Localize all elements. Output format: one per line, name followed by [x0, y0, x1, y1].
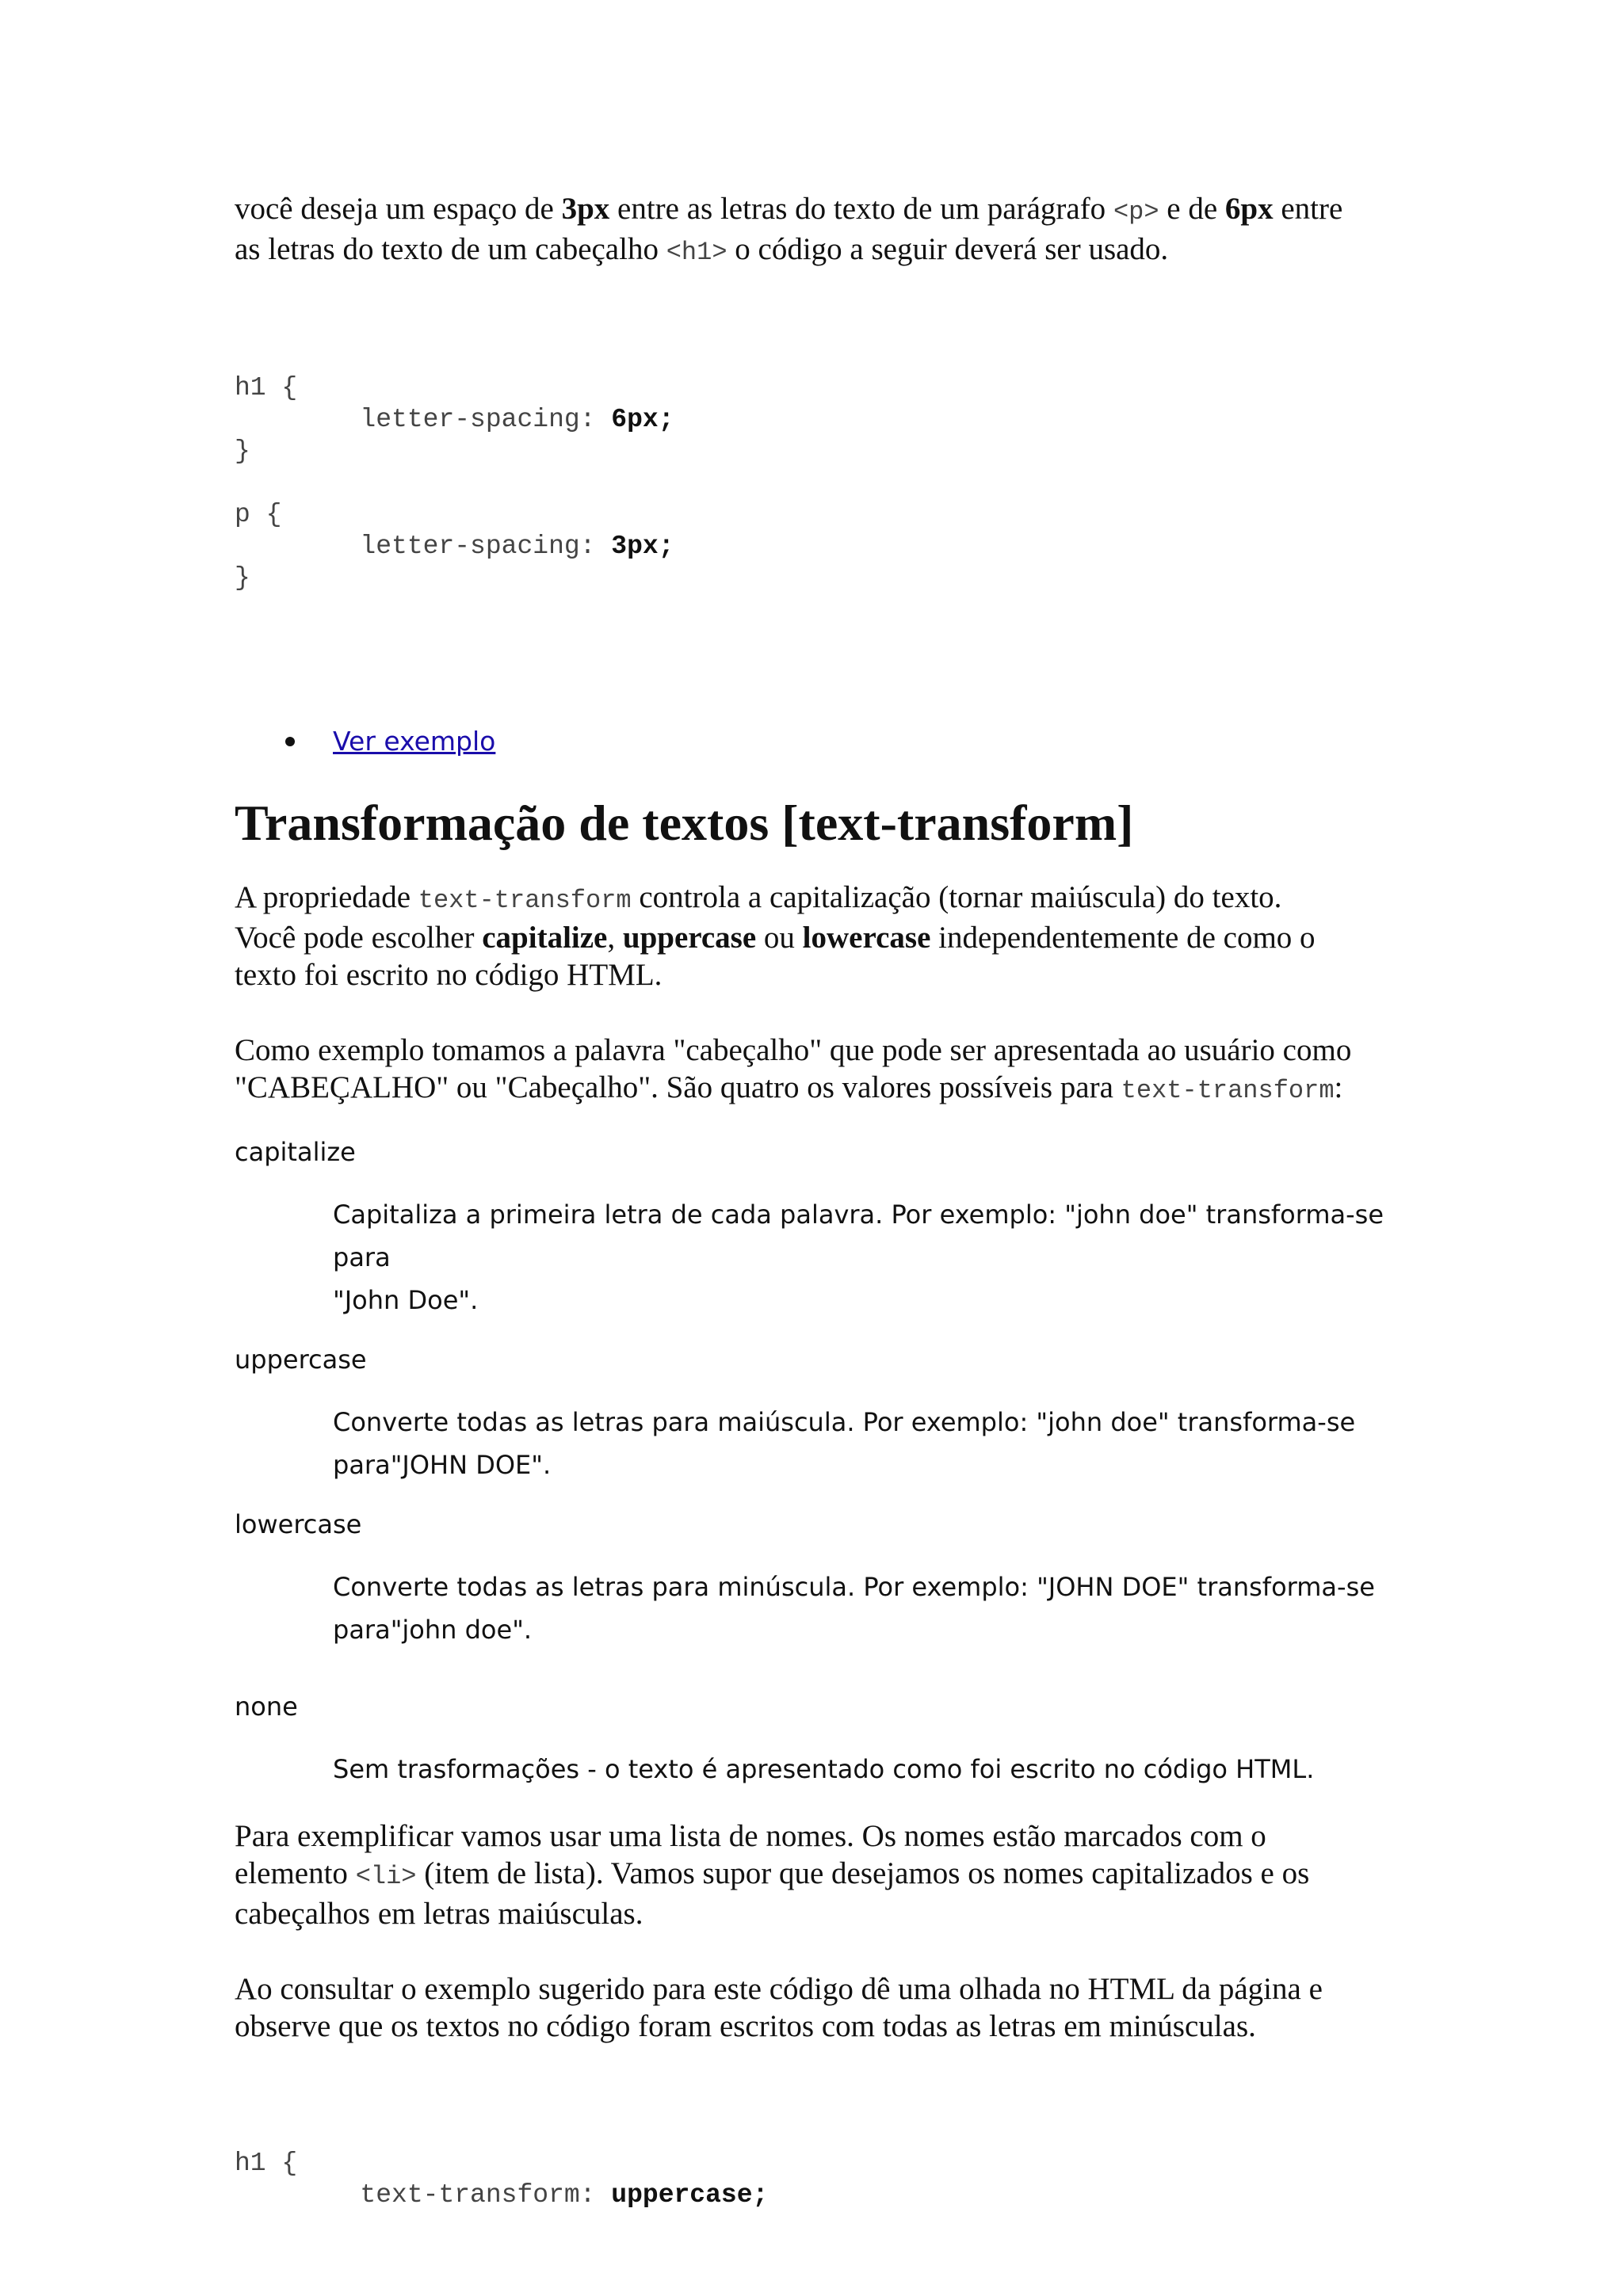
code-spacer — [235, 467, 1400, 499]
para-line: observe que os textos no código foram escritos com todas as letras em minúsculas. — [235, 2009, 1256, 2043]
text: o código a seguir deverá ser usado. — [727, 232, 1169, 266]
definition-term: none — [235, 1691, 298, 1722]
desc-line: para"john doe". — [333, 1615, 533, 1645]
example-link-item — [285, 726, 1400, 757]
code-prop: letter-spacing: — [235, 532, 612, 561]
text: (item de lista). Vamos supor que desejamos os nomes capitalizados e os — [416, 1856, 1310, 1890]
text: entre — [1273, 192, 1343, 226]
inline-code: text-transform — [1121, 1076, 1335, 1105]
code-line: } — [235, 563, 250, 593]
definition-item — [235, 1136, 1400, 1322]
intro-line-2 — [235, 231, 1400, 271]
definition-description — [333, 1401, 1400, 1486]
desc-line: "John Doe". — [333, 1285, 479, 1315]
code-prop: letter-spacing: — [235, 405, 612, 434]
text: e de — [1159, 192, 1225, 226]
text: elemento — [235, 1856, 356, 1890]
paragraph-consult-example — [235, 1970, 1400, 2045]
definition-list — [235, 1136, 1400, 1791]
code-block-text-transform — [235, 2116, 1400, 2275]
code-line — [235, 404, 1400, 436]
definition-description — [333, 1566, 1400, 1651]
bullet-icon — [285, 737, 295, 746]
desc-line: para"JOHN DOE". — [333, 1450, 552, 1480]
para-line: texto foi escrito no código HTML. — [235, 958, 663, 992]
code-line: p { — [235, 500, 282, 529]
text: , — [607, 921, 623, 955]
text: controla a capitalização (tornar maiúscula) do texto. — [631, 880, 1282, 914]
code-value: uppercase; — [611, 2180, 769, 2210]
inline-code: <h1> — [666, 238, 727, 267]
definition-term: lowercase — [235, 1509, 362, 1539]
code-line: h1 { — [235, 373, 298, 402]
document-page — [235, 190, 1400, 2275]
code-value: 3px; — [611, 532, 674, 561]
para-line — [235, 1855, 1400, 1895]
text: A propriedade — [235, 880, 418, 914]
text: as letras do texto de um cabeçalho — [235, 232, 666, 266]
bold-value: uppercase — [622, 921, 757, 955]
inline-code: <p> — [1113, 197, 1159, 227]
definition-item — [235, 1691, 1400, 1791]
intro-line-1 — [235, 190, 1400, 231]
text: Você pode escolher — [235, 921, 483, 955]
para-line — [235, 879, 1400, 919]
text: independentemente de como o — [930, 921, 1316, 955]
para-line: Ao consultar o exemplo sugerido para este código dê uma olhada no HTML da página e — [235, 1972, 1323, 2006]
code-line — [235, 531, 1400, 563]
ver-exemplo-link[interactable]: Ver exemplo — [333, 726, 496, 757]
para-line: Para exemplificar vamos usar uma lista de nomes. Os nomes estão marcados com o — [235, 1819, 1266, 1853]
definition-item — [235, 1508, 1400, 1651]
code-prop: text-transform: — [235, 2180, 612, 2210]
bold-value: 6px — [1224, 192, 1274, 226]
section-heading: Transformação de textos [text-transform] — [235, 795, 1134, 851]
definition-term: uppercase — [235, 1344, 367, 1375]
code-line: } — [235, 437, 250, 466]
bold-value: lowercase — [802, 921, 931, 955]
paragraph-example-word — [235, 1032, 1400, 1109]
paragraph-list-example — [235, 1817, 1400, 1932]
bold-value: capitalize — [482, 921, 608, 955]
para-line: cabeçalhos em letras maiúsculas. — [235, 1897, 643, 1931]
inline-code: text-transform — [418, 886, 632, 915]
text: você deseja um espaço de — [235, 192, 562, 226]
desc-line: Converte todas as letras para maiúscula. Por exemplo: "john doe" transforma-se — [333, 1407, 1356, 1437]
definition-item — [235, 1344, 1400, 1486]
code-line: h1 { — [235, 2149, 298, 2178]
code-block-letter-spacing — [235, 341, 1400, 658]
definition-description — [333, 1193, 1400, 1322]
code-value: 6px; — [611, 405, 674, 434]
para-line: Como exemplo tomamos a palavra "cabeçalho" que pode ser apresentada ao usuário como — [235, 1033, 1352, 1067]
text: : — [1334, 1070, 1343, 1104]
text: "CABEÇALHO" ou "Cabeçalho". São quatro os valores possíveis para — [235, 1070, 1121, 1104]
paragraph-text-transform-intro — [235, 879, 1400, 994]
intro-paragraph — [235, 190, 1400, 271]
para-line — [235, 1069, 1400, 1109]
desc-line: Converte todas as letras para minúscula. Por exemplo: "JOHN DOE" transforma-se — [333, 1572, 1375, 1602]
definition-description — [333, 1748, 1400, 1791]
code-line — [235, 2180, 1400, 2211]
text: entre as letras do texto de um parágrafo — [609, 192, 1113, 226]
para-line — [235, 919, 1400, 956]
bold-value: 3px — [561, 192, 610, 226]
definition-term: capitalize — [235, 1137, 356, 1167]
desc-line: Sem trasformações - o texto é apresentado como foi escrito no código HTML. — [333, 1754, 1315, 1784]
desc-line: Capitaliza a primeira letra de cada palavra. Por exemplo: "john doe" transforma-se para — [333, 1199, 1384, 1272]
text: ou — [756, 921, 803, 955]
inline-code: <li> — [355, 1862, 417, 1891]
